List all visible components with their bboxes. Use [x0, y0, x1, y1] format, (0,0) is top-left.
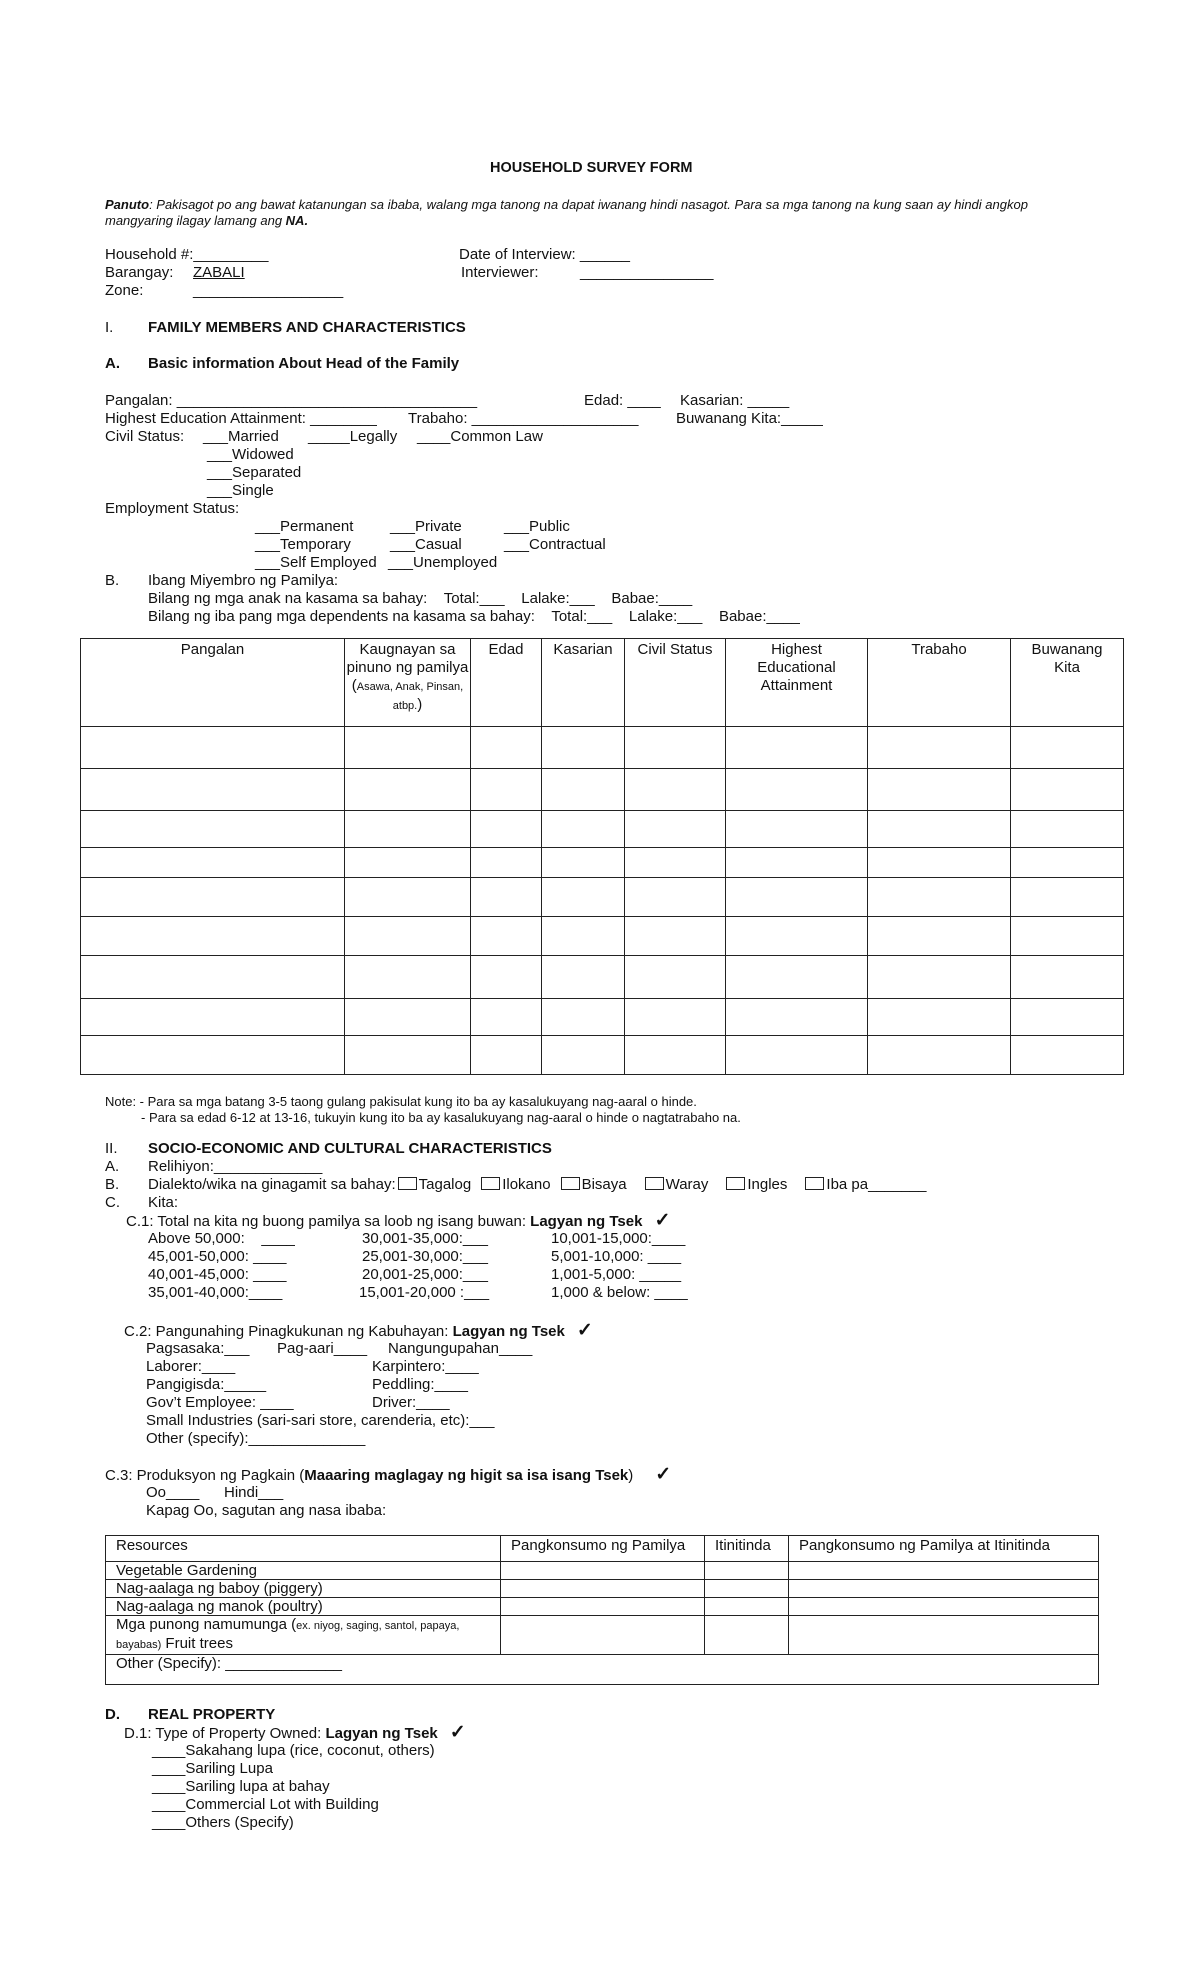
col-kasarian: Kasarian [542, 639, 625, 727]
emp-permanent-option[interactable]: ___Permanent [255, 518, 354, 535]
instructions-line2 [105, 212, 308, 230]
dialect-ingles: Ingles [747, 1176, 788, 1193]
emp-unemployed-option[interactable]: ___Unemployed [388, 554, 498, 571]
income-option[interactable]: 10,001-15,000:____ [551, 1230, 686, 1247]
table-row[interactable] [106, 1562, 1099, 1580]
c2-karpintero[interactable]: Karpintero:____ [372, 1358, 479, 1375]
c3-text: C.3: Produksyon ng Pagkain ( [105, 1467, 305, 1484]
form-title: HOUSEHOLD SURVEY FORM [490, 160, 693, 176]
education-field[interactable]: Highest Education Attainment: ________ [105, 410, 377, 427]
c2-peddling[interactable]: Peddling:____ [372, 1376, 468, 1393]
c2-pagaari[interactable]: Pag-aari____ [277, 1340, 368, 1357]
c3-kapag-oo: Kapag Oo, sagutan ang nasa ibaba: [146, 1502, 387, 1519]
resource-other[interactable]: Other (Specify): ______________ [106, 1655, 1099, 1685]
c1-label [126, 1212, 670, 1231]
table-row[interactable] [81, 769, 1124, 811]
income-option[interactable]: 45,001-50,000: ____ [148, 1248, 287, 1265]
resource-piggery: Nag-aalaga ng baboy (piggery) [106, 1580, 501, 1598]
table-row[interactable] [81, 917, 1124, 956]
dialect-ilokano: Ilokano [502, 1176, 551, 1193]
d1-label [124, 1724, 466, 1743]
section1b-title: Ibang Miyembro ng Pamilya: [148, 572, 339, 589]
emp-private-option[interactable]: ___Private [390, 518, 462, 535]
section1-title: FAMILY MEMBERS AND CHARACTERISTICS [148, 319, 466, 336]
section2c-number: C. [105, 1194, 120, 1211]
barangay-value[interactable]: ZABALI [193, 264, 245, 281]
property-sakahang-lupa[interactable]: ____Sakahang lupa (rice, coconut, others) [152, 1742, 435, 1759]
interviewer-field[interactable]: ________________ [580, 264, 714, 281]
note-line2: - Para sa edad 6-12 at 13-16, tukuyin kung ito ba ay kasalukuyang nag-aaral o hinde o nagtatrabaho na. [141, 1110, 741, 1125]
civil-widowed-option[interactable]: ___Widowed [207, 446, 294, 463]
zone-field[interactable]: __________________ [193, 282, 344, 299]
col-pangkonsumo-itinitinda: Pangkonsumo ng Pamilya at Itinitinda [789, 1536, 1099, 1562]
property-options [152, 1742, 435, 1832]
c2-label [124, 1322, 593, 1341]
col-kaugnayan [345, 639, 471, 727]
emp-contractual-option[interactable]: ___Contractual [504, 536, 606, 553]
c2-text: C.2: Pangunahing Pinagkukunan ng Kabuhayan: [124, 1323, 453, 1340]
zone-label: Zone: [105, 282, 144, 299]
c2-other[interactable]: Other (specify):______________ [146, 1430, 366, 1447]
edad-field[interactable]: Edad: ____ [584, 392, 661, 409]
emp-public-option[interactable]: ___Public [504, 518, 570, 535]
table-row[interactable] [106, 1598, 1099, 1616]
instructions-label: Panuto [105, 197, 150, 212]
col-buwanang-kita: Buwanang Kita [1011, 639, 1124, 727]
checkbox[interactable] [398, 1177, 417, 1190]
children-count-line[interactable]: Bilang ng mga anak na kasama sa bahay: Total:___ Lalake:___ Babae:____ [148, 590, 693, 607]
c2-driver[interactable]: Driver:____ [372, 1394, 450, 1411]
kasarian-field[interactable]: Kasarian: _____ [680, 392, 790, 409]
table-row[interactable] [81, 999, 1124, 1036]
table-row[interactable] [106, 1616, 1099, 1655]
table-row[interactable] [106, 1655, 1099, 1685]
checkbox[interactable] [726, 1177, 745, 1190]
col-pangalan: Pangalan [81, 639, 345, 727]
civil-married-option[interactable]: ___Married [203, 428, 279, 445]
property-others[interactable]: ____Others (Specify) [152, 1814, 294, 1831]
dialect-row [148, 1176, 927, 1194]
income-option[interactable]: 20,001-25,000:___ [362, 1266, 488, 1283]
date-of-interview-field[interactable]: Date of Interview: ______ [459, 246, 630, 263]
col-resources: Resources [106, 1536, 501, 1562]
col-kaugnayan-close: ) [417, 696, 423, 713]
household-field[interactable]: Household #:_________ [105, 246, 269, 263]
checkbox[interactable] [561, 1177, 580, 1190]
col-kaugnayan-label: Kaugnayan sa pinuno ng pamilya ( [346, 641, 469, 694]
c3-oo[interactable]: Oo____ [146, 1484, 200, 1501]
c2-check-label: Lagyan ng Tsek [452, 1323, 565, 1340]
section1a-title: Basic information About Head of the Family [148, 355, 460, 372]
income-col2 [359, 1230, 489, 1302]
relihiyon-field[interactable]: Relihiyon:_____________ [148, 1158, 323, 1175]
check-icon: ✓ [655, 1464, 672, 1485]
employment-status-label: Employment Status: [105, 500, 240, 517]
section2b-number: B. [105, 1176, 120, 1193]
barangay-label: Barangay: [105, 264, 174, 281]
section1b-number: B. [105, 572, 120, 589]
section1a-number: A. [105, 355, 120, 372]
resource-vegetable: Vegetable Gardening [106, 1562, 501, 1580]
emp-temporary-option[interactable]: ___Temporary [255, 536, 351, 553]
c2-pangigisda[interactable]: Pangigisda:_____ [146, 1376, 267, 1393]
property-lupa-at-bahay[interactable]: ____Sariling lupa at bahay [152, 1778, 330, 1795]
instructions-na: NA. [285, 213, 309, 228]
property-commercial-lot[interactable]: ____Commercial Lot with Building [152, 1796, 379, 1813]
section2a-number: A. [105, 1158, 120, 1175]
income-col1 [148, 1230, 295, 1302]
dependents-count-line[interactable]: Bilang ng iba pang mga dependents na kasama sa bahay: Total:___ Lalake:___ Babae:____ [148, 608, 800, 625]
c1-check-label: Lagyan ng Tsek [530, 1213, 643, 1230]
civil-single-option[interactable]: ___Single [207, 482, 274, 499]
property-sariling-lupa[interactable]: ____Sariling Lupa [152, 1760, 273, 1777]
civil-separated-option[interactable]: ___Separated [207, 464, 302, 481]
d1-text: D.1: Type of Property Owned: [124, 1725, 326, 1742]
resource-poultry: Nag-aalaga ng manok (poultry) [106, 1598, 501, 1616]
civil-status-label: Civil Status: [105, 428, 185, 445]
section1-number: I. [105, 319, 114, 336]
c2-small-industries[interactable]: Small Industries (sari-sari store, carenderia, etc):___ [146, 1412, 495, 1429]
dialect-label: Dialekto/wika na ginagamit sa bahay: [148, 1176, 396, 1193]
check-icon: ✓ [576, 1320, 593, 1341]
emp-self-employed-option[interactable]: ___Self Employed [255, 554, 377, 571]
col-edad: Edad [471, 639, 542, 727]
pangalan-field[interactable]: Pangalan: ____________________________________ [105, 392, 478, 409]
fruit-hint-2: bayabas) [116, 1639, 162, 1651]
check-icon: ✓ [654, 1210, 671, 1231]
col-pangkonsumo: Pangkonsumo ng Pamilya [501, 1536, 705, 1562]
trabaho-field[interactable]: Trabaho: ____________________ [408, 410, 639, 427]
dialect-waray: Waray [665, 1176, 709, 1193]
table-row[interactable] [81, 1036, 1124, 1075]
income-option[interactable]: 5,001-10,000: ____ [551, 1248, 682, 1265]
table-row[interactable] [81, 811, 1124, 848]
table-row[interactable] [81, 956, 1124, 999]
resources-table [105, 1535, 1099, 1685]
income-option[interactable]: Above 50,000: ____ [148, 1230, 295, 1247]
col-education: Highest Educational Attainment [726, 639, 868, 727]
fruit-label: Mga punong namumunga ( [116, 1616, 297, 1633]
dialect-iba-pa[interactable]: Iba pa_______ [826, 1176, 927, 1193]
c2-govt-employee[interactable]: Gov’t Employee: ____ [146, 1394, 294, 1411]
instructions-line2-text: mangyaring ilagay lamang ang [105, 213, 286, 228]
checkbox[interactable] [645, 1177, 664, 1190]
section2-title: SOCIO-ECONOMIC AND CULTURAL CHARACTERISTICS [148, 1140, 552, 1157]
income-option[interactable]: 15,001-20,000 :___ [359, 1284, 490, 1301]
c3-label [105, 1466, 671, 1485]
c2-laborer[interactable]: Laborer:____ [146, 1358, 236, 1375]
note-line1: Note: - Para sa mga batang 3-5 taong gulang pakisulat kung ito ba ay kasalukuyang nag-aaral o hinde. [105, 1094, 697, 1109]
dialect-tagalog: Tagalog [418, 1176, 472, 1193]
table-row[interactable] [81, 848, 1124, 878]
income-option[interactable]: 1,001-5,000: _____ [551, 1266, 682, 1283]
c3-close: ) [628, 1467, 634, 1484]
section2-number: II. [105, 1140, 118, 1157]
section-d-number: D. [105, 1706, 120, 1723]
civil-legally-option[interactable]: _____Legally [308, 428, 398, 445]
resource-fruit-trees [106, 1616, 501, 1655]
income-option[interactable]: 35,001-40,000:____ [148, 1284, 283, 1301]
income-option[interactable]: 1,000 & below: ____ [551, 1284, 688, 1301]
checkbox[interactable] [481, 1177, 500, 1190]
emp-casual-option[interactable]: ___Casual [390, 536, 462, 553]
c2-pagsasaka[interactable]: Pagsasaka:___ [146, 1340, 250, 1357]
fruit-hint: ex. niyog, saging, santol, papaya, [296, 1620, 460, 1632]
income-option[interactable]: 40,001-45,000: ____ [148, 1266, 287, 1283]
income-option[interactable]: 25,001-30,000:___ [362, 1248, 488, 1265]
col-itinitinda: Itinitinda [705, 1536, 789, 1562]
instructions-line1: : Pakisagot po ang bawat katanungan sa ibaba, walang mga tanong na dapat iwanang hindi nasagot. Para sa mga tanong na kung saan ay hindi angkop [149, 197, 1028, 212]
c1-text: C.1: Total na kita ng buong pamilya sa loob ng isang buwan: [126, 1213, 531, 1230]
col-trabaho: Trabaho [868, 639, 1011, 727]
table-row[interactable] [106, 1580, 1099, 1598]
c2-nangungupahan[interactable]: Nangungupahan____ [388, 1340, 533, 1357]
col-civil-status: Civil Status [625, 639, 726, 727]
c3-hindi[interactable]: Hindi___ [224, 1484, 284, 1501]
c3-bold: Maaaring maglagay ng higit sa isa isang Tsek [304, 1467, 629, 1484]
fruit-trees-label: Fruit trees [161, 1635, 233, 1652]
income-col3 [551, 1230, 688, 1302]
buwanang-kita-field[interactable]: Buwanang Kita:_____ [676, 410, 823, 427]
table-row[interactable] [81, 727, 1124, 769]
check-icon: ✓ [449, 1722, 466, 1743]
income-option[interactable]: 30,001-35,000:___ [362, 1230, 488, 1247]
interviewer-label: Interviewer: [461, 264, 539, 281]
kita-label: Kita: [148, 1194, 179, 1211]
col-kaugnayan-hint: Asawa, Anak, Pinsan, atbp. [356, 681, 464, 712]
checkbox[interactable] [805, 1177, 824, 1190]
dialect-bisaya: Bisaya [581, 1176, 627, 1193]
table-row[interactable] [81, 878, 1124, 917]
civil-common-law-option[interactable]: ____Common Law [417, 428, 543, 445]
family-members-table [80, 638, 1124, 1075]
section-d-title: REAL PROPERTY [148, 1706, 276, 1723]
d1-check-label: Lagyan ng Tsek [325, 1725, 438, 1742]
